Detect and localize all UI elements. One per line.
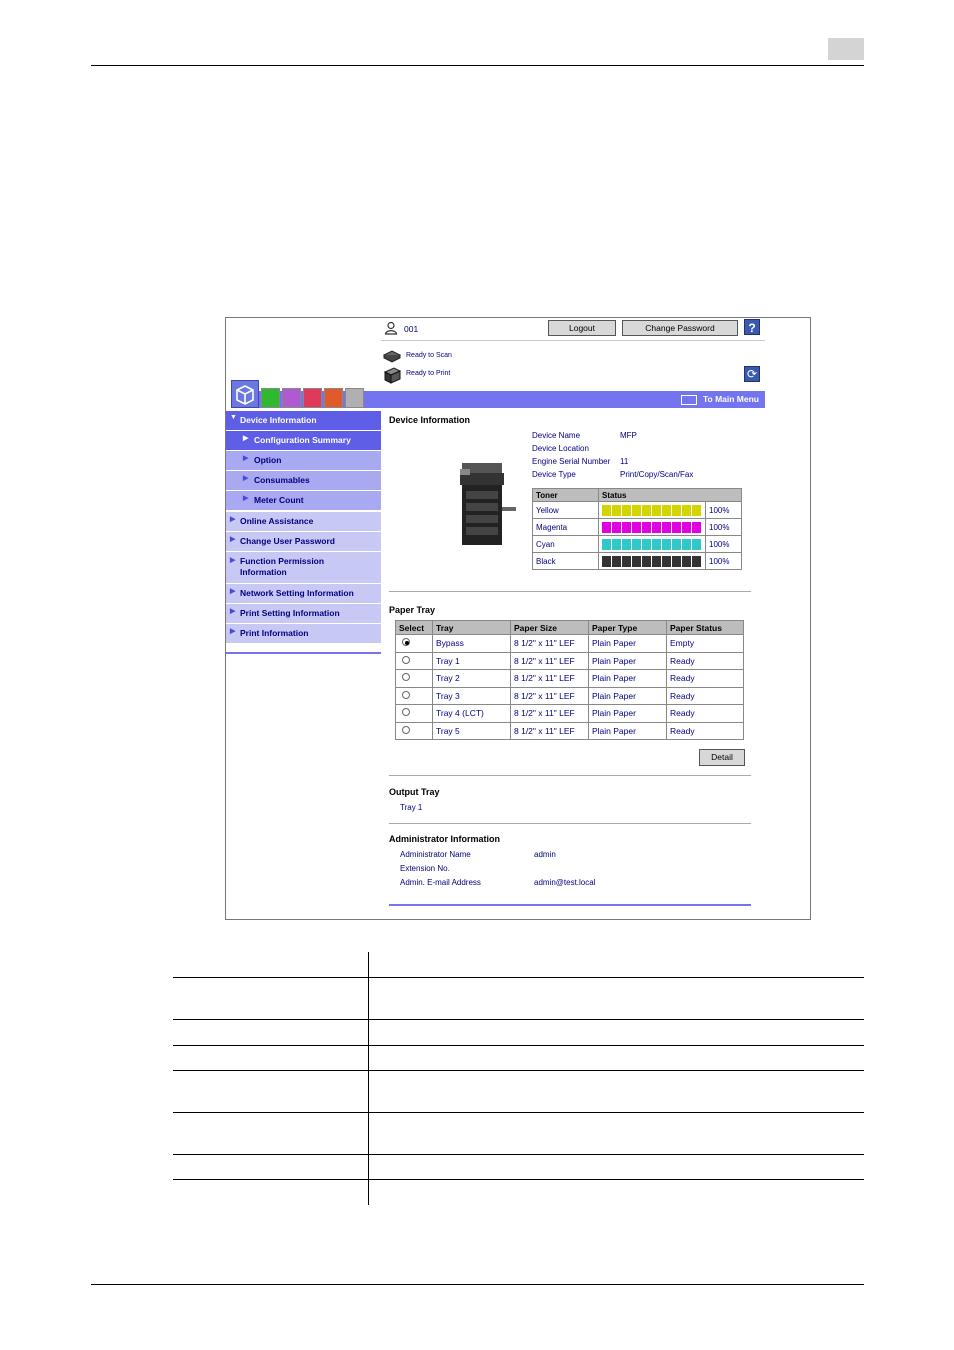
paper-status: Empty xyxy=(667,635,744,653)
user-icon xyxy=(384,321,398,335)
triangle-right-icon: ▶ xyxy=(243,435,249,442)
section-divider xyxy=(389,591,751,592)
toner-level-bar xyxy=(599,553,706,570)
toner-level-segment xyxy=(662,522,671,533)
paper-size: 8 1/2" x 11" LEF xyxy=(511,652,589,670)
toner-level-segment xyxy=(602,556,611,567)
sidebar-bottom-rule xyxy=(226,652,381,654)
toner-level-bar xyxy=(599,536,706,553)
toner-level: 100% xyxy=(706,553,742,570)
admin-email-value: admin@test.local xyxy=(534,878,596,887)
toner-level-segment xyxy=(682,505,691,516)
toner-level-bar xyxy=(599,502,706,519)
table-row-line xyxy=(173,1070,864,1071)
toner-level-bar xyxy=(599,519,706,536)
paper-size: 8 1/2" x 11" LEF xyxy=(511,687,589,705)
tab-information-icon[interactable] xyxy=(231,380,259,408)
table-row xyxy=(396,722,744,740)
admin-name-label: Administrator Name xyxy=(400,850,471,859)
triangle-right-icon: ▶ xyxy=(230,588,236,595)
paper-type: Plain Paper xyxy=(589,722,667,740)
toner-level-segment xyxy=(642,505,651,516)
paper-size: 8 1/2" x 11" LEF xyxy=(511,722,589,740)
toner-level-segment xyxy=(632,556,641,567)
toner-level-segment xyxy=(612,522,621,533)
paper-tray-table xyxy=(395,620,744,740)
paper-size: 8 1/2" x 11" LEF xyxy=(511,635,589,653)
toner-level-segment xyxy=(662,539,671,550)
toner-level-segment xyxy=(672,505,681,516)
toner-level-segment xyxy=(692,556,701,567)
toner-level: 100% xyxy=(706,519,742,536)
paper-type: Plain Paper xyxy=(589,670,667,688)
sidebar-item-label: Meter Count xyxy=(254,495,304,505)
output-tray-title: Output Tray xyxy=(389,787,440,797)
to-main-menu-label: To Main Menu xyxy=(702,394,759,404)
toner-level-segment xyxy=(622,505,631,516)
toner-header: Toner xyxy=(533,489,599,502)
tray-name: Tray 5 xyxy=(433,722,511,740)
sidebar-item-label: Print Information xyxy=(240,628,309,638)
triangle-right-icon: ▶ xyxy=(230,608,236,615)
tray-radio[interactable] xyxy=(402,656,410,664)
web-connection-screenshot xyxy=(225,317,811,920)
sidebar-item-configuration-summary[interactable] xyxy=(226,430,381,450)
toner-level-segment xyxy=(672,556,681,567)
paper-type: Plain Paper xyxy=(589,687,667,705)
administrator-information-title: Administrator Information xyxy=(389,834,501,844)
toner-level-segment xyxy=(692,522,701,533)
output-tray-value: Tray 1 xyxy=(400,803,423,812)
sidebar-item-option[interactable] xyxy=(226,450,381,470)
toner-row xyxy=(533,536,742,553)
toner-level-segment xyxy=(692,539,701,550)
toner-level-segment xyxy=(662,556,671,567)
toner-level-segment xyxy=(652,505,661,516)
sidebar-item-label: Device Information xyxy=(240,415,317,425)
toner-name: Cyan xyxy=(533,536,599,553)
triangle-right-icon: ▶ xyxy=(243,495,249,502)
paper-status-header: Paper Status xyxy=(667,621,744,635)
sidebar-item-print-setting[interactable] xyxy=(226,603,381,623)
sidebar-item-label: Configuration Summary xyxy=(254,435,351,445)
toner-level-segment xyxy=(682,522,691,533)
toner-level-segment xyxy=(632,539,641,550)
toner-level-segment xyxy=(632,522,641,533)
scanner-icon xyxy=(382,349,402,363)
triangle-right-icon: ▶ xyxy=(230,516,236,523)
scan-status: Ready to Scan xyxy=(406,352,452,359)
toner-level-segment xyxy=(602,522,611,533)
table-row-line xyxy=(173,1179,864,1180)
toner-level-segment xyxy=(622,539,631,550)
device-location-label: Device Location xyxy=(532,444,589,453)
tray-header: Tray xyxy=(433,621,511,635)
sidebar-item-label: Print Setting Information xyxy=(240,608,340,618)
toner-level-segment xyxy=(602,505,611,516)
device-type-label: Device Type xyxy=(532,470,576,479)
tray-name: Tray 4 (LCT) xyxy=(433,705,511,723)
toner-level-segment xyxy=(642,522,651,533)
triangle-right-icon: ▶ xyxy=(243,475,249,482)
toner-level-segment xyxy=(652,539,661,550)
admin-email-label: Admin. E-mail Address xyxy=(400,878,481,887)
paper-status: Ready xyxy=(667,687,744,705)
page-bottom-rule xyxy=(91,1284,864,1285)
paper-status: Ready xyxy=(667,705,744,723)
admin-name-value: admin xyxy=(534,850,556,859)
sidebar-item-label: Function Permission Information xyxy=(240,556,325,577)
mfp-device-image xyxy=(458,461,520,547)
toner-level-segment xyxy=(632,505,641,516)
table-row-line xyxy=(173,1154,864,1155)
engine-serial-label: Engine Serial Number xyxy=(532,457,611,466)
paper-size: 8 1/2" x 11" LEF xyxy=(511,705,589,723)
toner-name: Black xyxy=(533,553,599,570)
table-row-line xyxy=(173,1045,864,1046)
sidebar-item-meter-count[interactable] xyxy=(226,490,381,510)
tab-job-icon[interactable] xyxy=(261,388,280,408)
help-icon[interactable]: ? xyxy=(744,319,760,335)
device-information-title: Device Information xyxy=(389,415,471,425)
tray-name: Tray 3 xyxy=(433,687,511,705)
sidebar-item-label: Online Assistance xyxy=(240,516,314,526)
toner-level-segment xyxy=(612,539,621,550)
change-password-button[interactable]: Change Password xyxy=(622,320,738,336)
engine-serial-value: 11 xyxy=(620,457,629,466)
triangle-right-icon: ▶ xyxy=(243,455,249,462)
refresh-icon[interactable]: ⟳ xyxy=(744,366,760,382)
logout-button[interactable]: Logout xyxy=(548,320,616,336)
paper-tray-title: Paper Tray xyxy=(389,605,436,615)
toner-level-segment xyxy=(622,556,631,567)
section-divider xyxy=(389,775,751,776)
page-top-rule xyxy=(91,65,864,66)
toner-level-segment xyxy=(692,505,701,516)
tray-name: Bypass xyxy=(433,635,511,653)
toner-level-segment xyxy=(662,505,671,516)
tab-settings-icon[interactable] xyxy=(345,388,364,408)
table-row-line xyxy=(173,1112,864,1113)
toner-level-segment xyxy=(642,539,651,550)
toner-table xyxy=(532,488,742,570)
toner-level-segment xyxy=(682,539,691,550)
triangle-right-icon: ▶ xyxy=(230,536,236,543)
print-status: Ready to Print xyxy=(406,370,451,377)
select-header: Select xyxy=(396,621,433,635)
sidebar-item-device-information[interactable] xyxy=(226,410,381,430)
content-bottom-rule xyxy=(389,904,751,906)
tray-name: Tray 1 xyxy=(433,652,511,670)
toner-row xyxy=(533,553,742,570)
sidebar-item-label: Network Setting Information xyxy=(240,588,354,598)
paper-type: Plain Paper xyxy=(589,635,667,653)
device-name-label: Device Name xyxy=(532,431,581,440)
toner-level: 100% xyxy=(706,536,742,553)
header-divider xyxy=(381,340,765,341)
paper-status: Ready xyxy=(667,670,744,688)
toner-level-segment xyxy=(672,522,681,533)
paper-type: Plain Paper xyxy=(589,652,667,670)
sidebar-item-network-setting[interactable] xyxy=(226,583,381,603)
section-divider xyxy=(389,823,751,824)
toner-level-segment xyxy=(652,522,661,533)
printer-icon xyxy=(382,366,402,384)
tab-direct-print-icon[interactable] xyxy=(303,388,322,408)
page-number-box xyxy=(828,38,864,60)
paper-size: 8 1/2" x 11" LEF xyxy=(511,670,589,688)
paper-status: Ready xyxy=(667,722,744,740)
tray-radio[interactable] xyxy=(402,726,410,734)
tray-name: Tray 2 xyxy=(433,670,511,688)
toner-row xyxy=(533,502,742,519)
user-id: 001 xyxy=(404,324,419,334)
table-row xyxy=(396,635,744,653)
table-column-divider xyxy=(368,952,369,1205)
toner-name: Yellow xyxy=(533,502,599,519)
paper-size-header: Paper Size xyxy=(511,621,589,635)
table-row xyxy=(396,687,744,705)
triangle-down-icon: ▼ xyxy=(230,414,237,421)
table-row-line xyxy=(173,977,864,978)
triangle-right-icon: ▶ xyxy=(230,557,236,564)
toner-name: Magenta xyxy=(533,519,599,536)
toner-level-segment xyxy=(612,505,621,516)
extension-label: Extension No. xyxy=(400,864,450,873)
tray-radio[interactable] xyxy=(402,691,410,699)
main-menu-icon xyxy=(681,395,697,405)
to-main-menu-link[interactable] xyxy=(681,394,759,405)
tray-radio[interactable] xyxy=(402,638,410,646)
triangle-right-icon: ▶ xyxy=(230,628,236,635)
sidebar-item-label: Change User Password xyxy=(240,536,335,546)
sidebar-item-online-assistance[interactable] xyxy=(226,511,381,531)
table-row xyxy=(396,705,744,723)
sidebar-item-print-information[interactable] xyxy=(226,623,381,643)
device-name-value: MFP xyxy=(620,431,637,440)
toner-level-segment xyxy=(622,522,631,533)
toner-level-segment xyxy=(682,556,691,567)
tray-radio[interactable] xyxy=(402,673,410,681)
toner-level-segment xyxy=(672,539,681,550)
sidebar-item-consumables[interactable] xyxy=(226,470,381,490)
sidebar-item-label: Option xyxy=(254,455,282,465)
paper-status: Ready xyxy=(667,652,744,670)
sidebar-item-label: Consumables xyxy=(254,475,310,485)
detail-button[interactable]: Detail xyxy=(699,749,745,766)
toner-level-segment xyxy=(642,556,651,567)
tray-radio[interactable] xyxy=(402,708,410,716)
toner-row xyxy=(533,519,742,536)
table-row-line xyxy=(173,1019,864,1020)
tab-store-address-icon[interactable] xyxy=(324,388,343,408)
sidebar-item-function-permission[interactable] xyxy=(226,551,381,583)
table-row xyxy=(396,652,744,670)
tab-box-icon[interactable] xyxy=(282,388,301,408)
paper-type: Plain Paper xyxy=(589,705,667,723)
toner-level-segment xyxy=(652,556,661,567)
table-row xyxy=(396,670,744,688)
paper-type-header: Paper Type xyxy=(589,621,667,635)
status-header: Status xyxy=(599,489,742,502)
toner-level-segment xyxy=(612,556,621,567)
toner-level-segment xyxy=(602,539,611,550)
sidebar-item-change-user-password[interactable] xyxy=(226,531,381,551)
toner-level: 100% xyxy=(706,502,742,519)
device-type-value: Print/Copy/Scan/Fax xyxy=(620,470,694,479)
